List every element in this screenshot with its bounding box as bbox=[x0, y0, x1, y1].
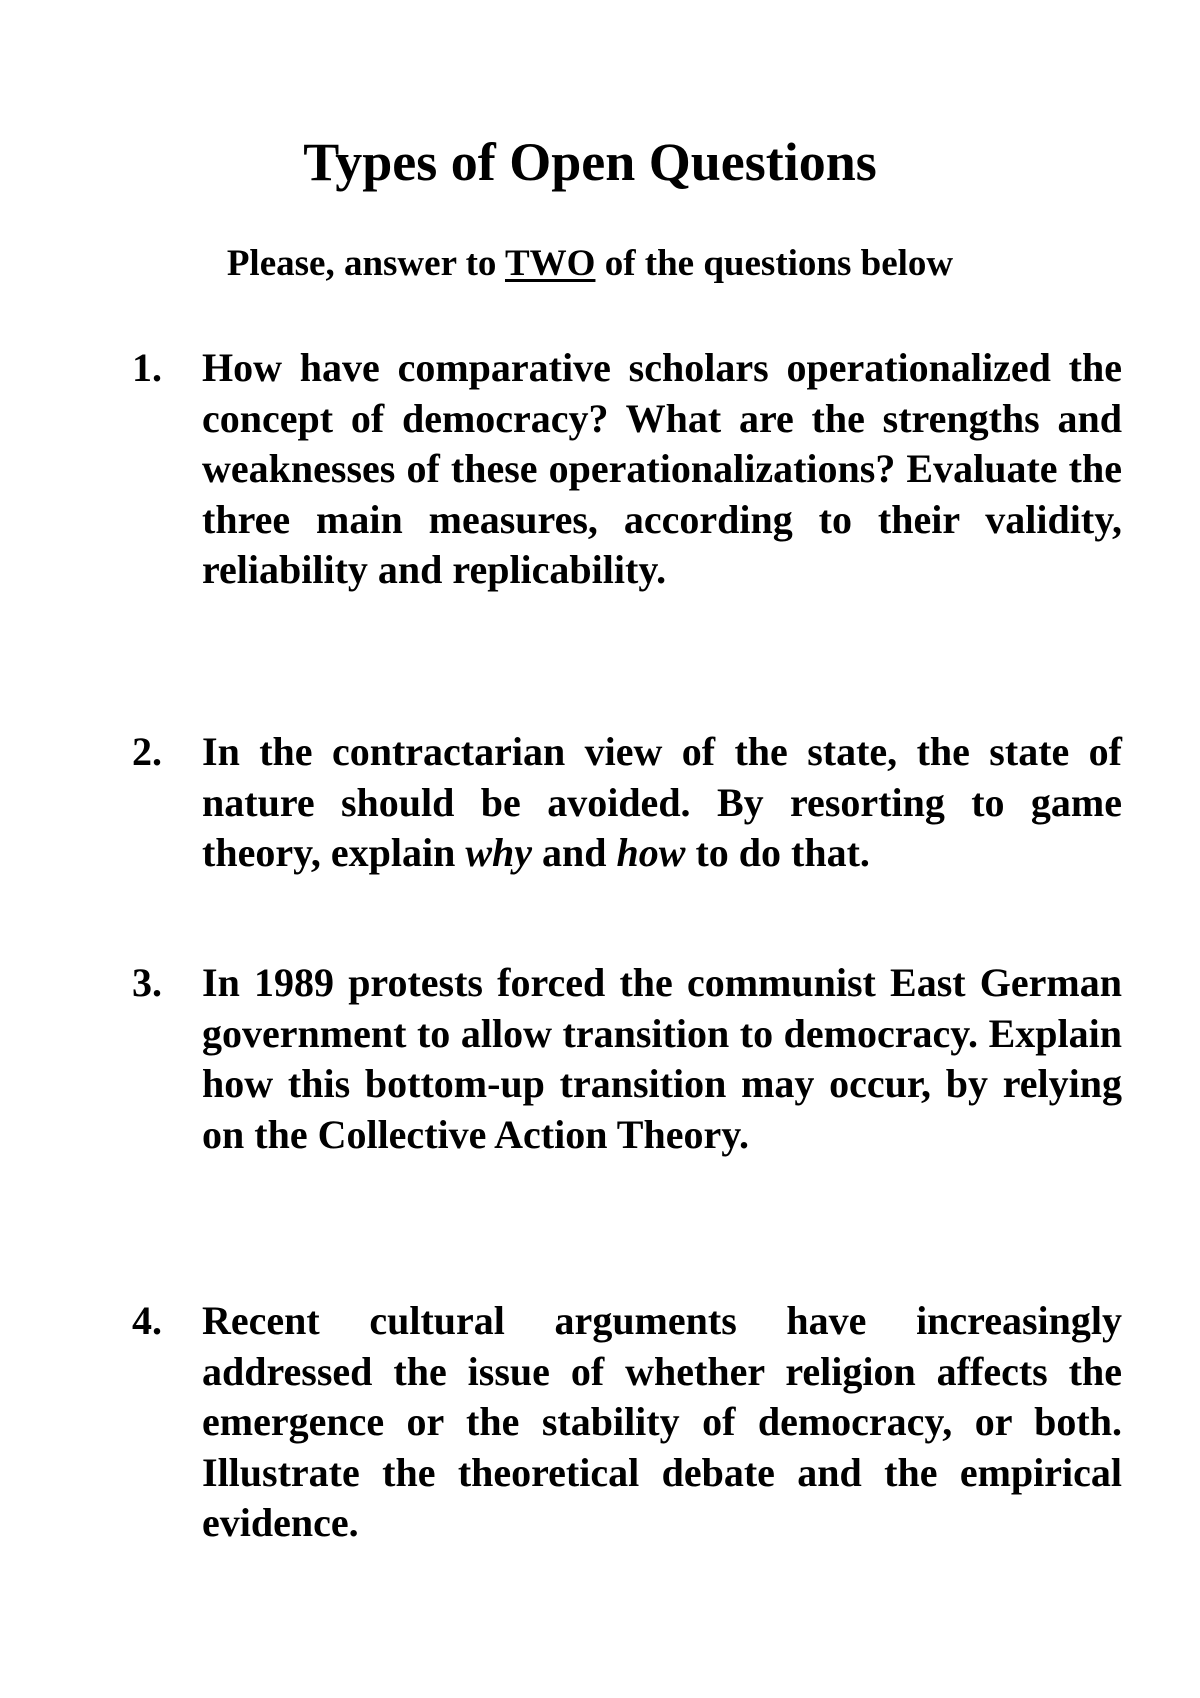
question-3 bbox=[132, 958, 1122, 1160]
question-text: Recent cultural arguments have increasingly addressed the issue of whether religion affects the emergence or the stability of democracy, or both. Illustrate the theoretical debate and the empirical evidence. bbox=[202, 1298, 1122, 1545]
question-text-mid: and bbox=[532, 830, 617, 875]
instruction-emphasis: TWO bbox=[504, 243, 596, 284]
question-number: 2. bbox=[132, 729, 162, 774]
question-2 bbox=[132, 727, 1122, 879]
question-text: How have comparative scholars operationalized the concept of democracy? What are the strengths and weaknesses of these operationalizations? Evaluate the three main measures, according to their validity, reliability and replicability. bbox=[202, 345, 1122, 592]
question-number: 3. bbox=[132, 960, 162, 1005]
instruction-prefix: Please, answer to bbox=[226, 243, 505, 284]
question-text: In 1989 protests forced the communist East German government to allow transition to democracy. Explain how this bottom-up transition may occur, by relying on the Collective Action Theory. bbox=[202, 960, 1122, 1157]
question-text bbox=[202, 727, 1122, 879]
emphasis-why: why bbox=[465, 830, 533, 875]
question-text-start: In the contractarian view of the state, the state of nature should be avoided. By resorting to game theory, explain bbox=[202, 729, 1122, 875]
instruction bbox=[0, 240, 1200, 288]
page-title: Types of Open Questions bbox=[303, 132, 877, 192]
question-number: 4. bbox=[132, 1298, 162, 1343]
emphasis-how: how bbox=[616, 830, 686, 875]
question-number: 1. bbox=[132, 345, 162, 390]
instruction-suffix: of the questions below bbox=[595, 243, 954, 284]
question-text-end: to do that. bbox=[685, 830, 870, 875]
question-4 bbox=[132, 1296, 1122, 1549]
question-1 bbox=[132, 343, 1122, 596]
